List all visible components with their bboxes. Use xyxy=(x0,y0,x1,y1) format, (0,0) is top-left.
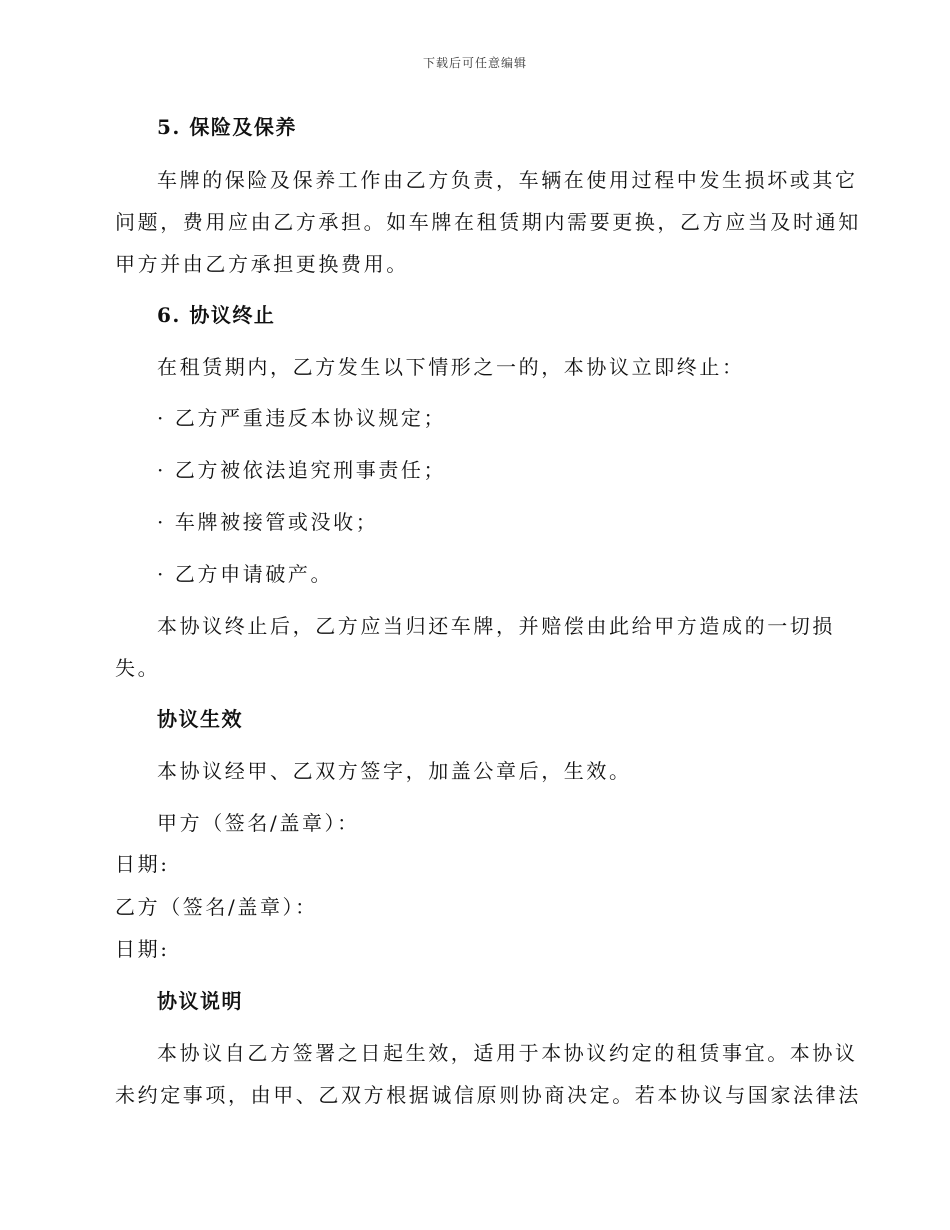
paragraph-line: 本协议终止后，乙方应当归还车牌，并赔偿由此给甲方造成的一切损 xyxy=(157,614,835,638)
paragraph-line: 本协议自乙方签署之日起生效，适用于本协议约定的租赁事宜。本协议 xyxy=(157,1041,858,1065)
page-header: 下载后可任意编辑 xyxy=(422,56,527,70)
paragraph-line: 甲方并由乙方承担更换费用。 xyxy=(115,252,409,276)
section-heading-notes: 协议说明 xyxy=(157,989,243,1013)
date-party-b: 日期: xyxy=(115,937,170,961)
paragraph-line: 未约定事项，由甲、乙双方根据诚信原则协商决定。若本协议与国家法律法 xyxy=(115,1083,861,1107)
list-item: · 乙方申请破产。 xyxy=(157,562,334,586)
paragraph-line: 在租赁期内，乙方发生以下情形之一的，本协议立即终止： xyxy=(157,355,745,379)
paragraph-line: 本协议经甲、乙双方签字，加盖公章后，生效。 xyxy=(157,759,632,783)
list-item: · 乙方严重违反本协议规定； xyxy=(157,406,447,430)
section-heading-insurance: 5. 保险及保养 xyxy=(157,115,297,139)
paragraph-line: 车牌的保险及保养工作由乙方负责，车辆在使用过程中发生损坏或其它 xyxy=(157,168,858,192)
section-heading-effect: 协议生效 xyxy=(157,707,243,731)
list-item: · 乙方被依法追究刑事责任； xyxy=(157,458,447,482)
date-party-a: 日期: xyxy=(115,852,170,876)
signature-party-a: 甲方（签名/盖章）： xyxy=(157,811,360,835)
signature-party-b: 乙方（签名/盖章）： xyxy=(115,895,318,919)
list-item: · 车牌被接管或没收； xyxy=(157,510,379,534)
section-heading-termination: 6. 协议终止 xyxy=(157,303,276,327)
paragraph-line: 失。 xyxy=(115,656,161,680)
paragraph-line: 问题，费用应由乙方承担。如车牌在租赁期内需要更换，乙方应当及时通知 xyxy=(115,210,861,234)
